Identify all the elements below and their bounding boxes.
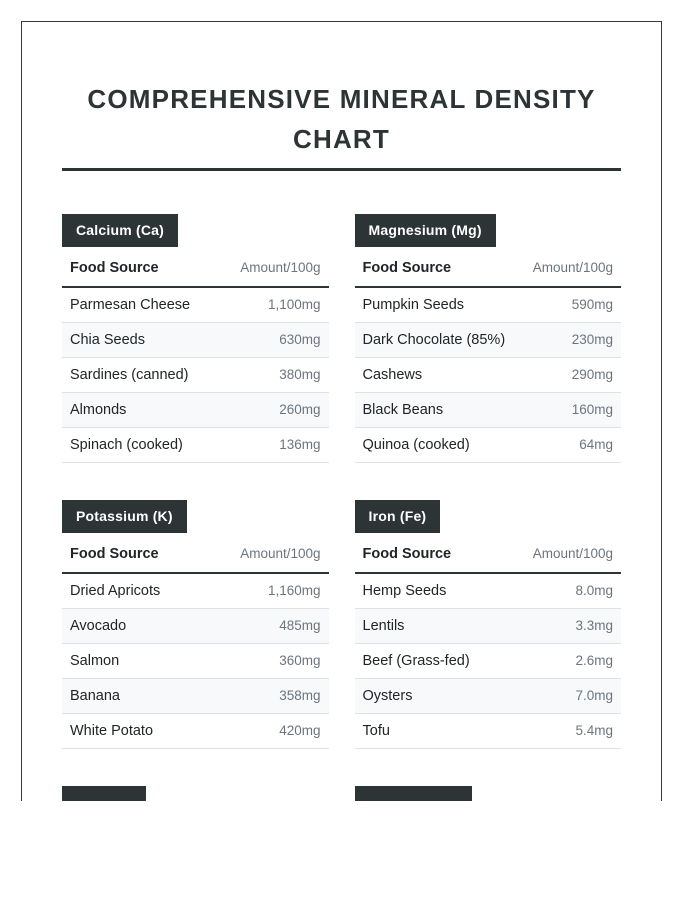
food-name: Hemp Seeds: [362, 583, 447, 599]
food-name: Chia Seeds: [70, 332, 145, 348]
table-row: [355, 644, 622, 679]
food-name: Parmesan Cheese: [70, 297, 191, 313]
table-row: [355, 358, 622, 393]
food-name: White Potato: [70, 723, 154, 739]
table-row: [62, 644, 329, 679]
food-name: Salmon: [70, 653, 120, 669]
amount-value: 136mg: [279, 437, 321, 452]
page-content: [22, 22, 661, 801]
amount-value: 7.0mg: [575, 688, 613, 703]
column-header-food-source: Food Source: [362, 260, 452, 276]
column-header-amount: Amount/100g: [532, 260, 613, 275]
amount-value: 260mg: [279, 402, 321, 417]
table-header-row: [355, 533, 622, 574]
amount-value: 360mg: [279, 653, 321, 668]
column-header-food-source: Food Source: [70, 546, 159, 562]
table-row: [355, 323, 622, 358]
food-name: Beef (Grass-fed): [362, 653, 470, 669]
table-row: [62, 679, 329, 714]
table-row: [355, 574, 622, 609]
table-row: [355, 714, 622, 749]
food-name: Tofu: [362, 723, 390, 739]
amount-value: 160mg: [571, 402, 613, 417]
column-header-amount: Amount/100g: [240, 260, 321, 275]
food-name: Cashews: [362, 367, 423, 383]
table-body: [355, 574, 622, 749]
table-row: [355, 393, 622, 428]
food-name: Black Beans: [362, 402, 444, 418]
table-body: [62, 574, 329, 749]
table-row: [62, 574, 329, 609]
table-row: [62, 288, 329, 323]
mineral-badge-magnesium: Magnesium (Mg): [355, 214, 496, 247]
amount-value: 2.6mg: [575, 653, 613, 668]
table-row: [62, 393, 329, 428]
food-name: Almonds: [70, 402, 127, 418]
mineral-badge-cutoff: [62, 786, 146, 801]
table-row: [355, 288, 622, 323]
amount-value: 358mg: [279, 688, 321, 703]
table-body: [62, 288, 329, 463]
food-name: Pumpkin Seeds: [362, 297, 465, 313]
document-page: [21, 21, 662, 801]
amount-value: 590mg: [571, 297, 613, 312]
amount-value: 485mg: [279, 618, 321, 633]
table-row: [355, 609, 622, 644]
table-header-row: [62, 533, 329, 574]
table-row: [62, 358, 329, 393]
section-cutoff-right: [355, 786, 622, 801]
amount-value: 3.3mg: [575, 618, 613, 633]
section-calcium: [62, 214, 329, 463]
table-row: [62, 609, 329, 644]
column-header-amount: Amount/100g: [240, 546, 321, 561]
food-name: Dark Chocolate (85%): [362, 332, 506, 348]
amount-value: 1,160mg: [267, 583, 321, 598]
amount-value: 5.4mg: [575, 723, 613, 738]
food-name: Oysters: [362, 688, 413, 704]
table-header-row: [355, 247, 622, 288]
section-magnesium: [355, 214, 622, 463]
food-name: Quinoa (cooked): [362, 437, 470, 453]
section-potassium: [62, 500, 329, 749]
table-row: [62, 428, 329, 463]
page-title: COMPREHENSIVE MINERAL DENSITY CHART: [62, 79, 621, 171]
mineral-badge-calcium: Calcium (Ca): [62, 214, 178, 247]
table-row: [355, 428, 622, 463]
table-row: [355, 679, 622, 714]
column-header-amount: Amount/100g: [532, 546, 613, 561]
food-name: Avocado: [70, 618, 127, 634]
food-name: Banana: [70, 688, 120, 704]
mineral-badge-cutoff: [355, 786, 472, 801]
amount-value: 230mg: [571, 332, 613, 347]
column-header-food-source: Food Source: [70, 260, 159, 276]
section-iron: [355, 500, 622, 749]
column-header-food-source: Food Source: [362, 546, 452, 562]
food-name: Spinach (cooked): [70, 437, 183, 453]
amount-value: 420mg: [279, 723, 321, 738]
table-header-row: [62, 247, 329, 288]
amount-value: 64mg: [579, 437, 613, 452]
table-row: [62, 323, 329, 358]
mineral-badge-potassium: Potassium (K): [62, 500, 187, 533]
amount-value: 8.0mg: [575, 583, 613, 598]
amount-value: 1,100mg: [267, 297, 321, 312]
mineral-tables-grid: [62, 214, 621, 801]
food-name: Sardines (canned): [70, 367, 189, 383]
section-cutoff-left: [62, 786, 329, 801]
table-body: [355, 288, 622, 463]
mineral-badge-iron: Iron (Fe): [355, 500, 441, 533]
amount-value: 290mg: [571, 367, 613, 382]
amount-value: 630mg: [279, 332, 321, 347]
table-row: [62, 714, 329, 749]
food-name: Lentils: [362, 618, 405, 634]
food-name: Dried Apricots: [70, 583, 161, 599]
amount-value: 380mg: [279, 367, 321, 382]
